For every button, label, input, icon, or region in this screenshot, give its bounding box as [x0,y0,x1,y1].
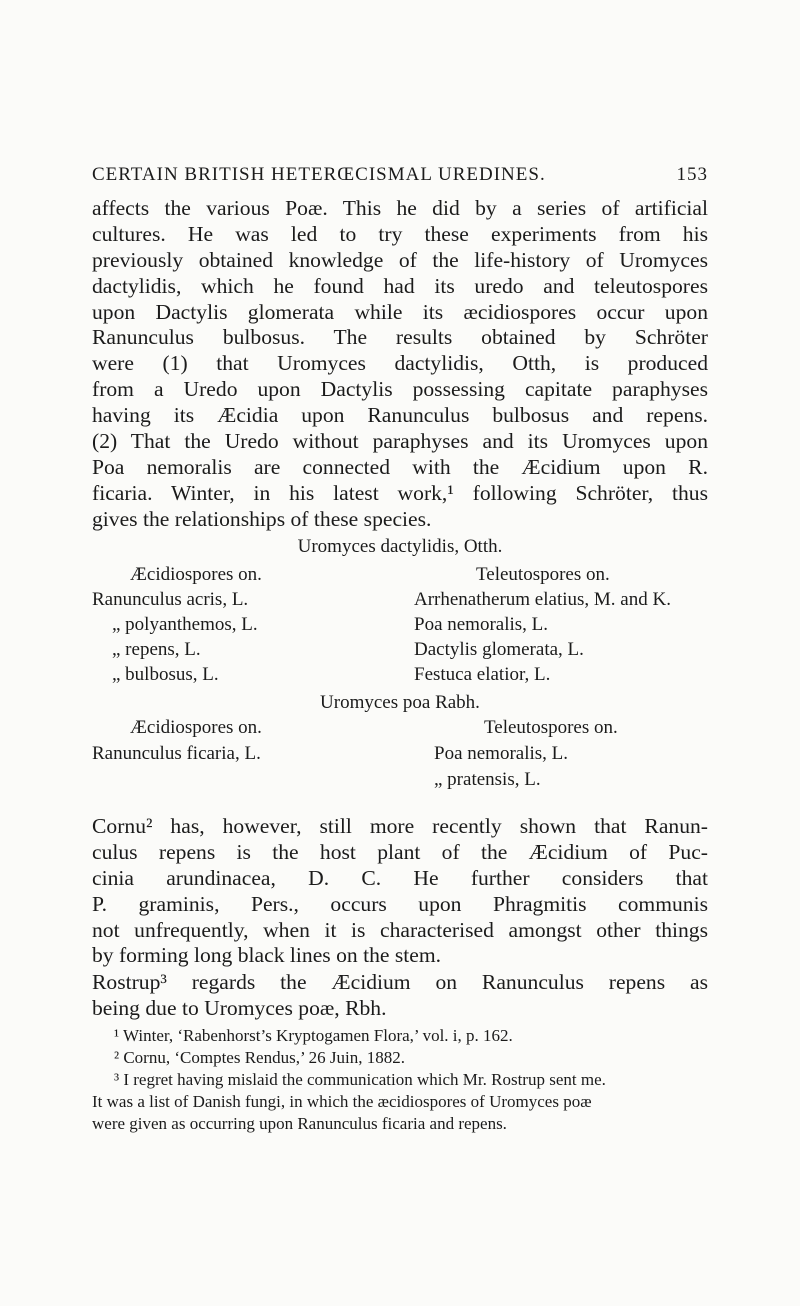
text-line: cultures. He was led to try these experiments from his [92,221,708,246]
footnote-3-continued: were given as occurring upon Ranunculus ficaria and repens. [92,1114,507,1133]
text-line: not unfrequently, when it is characterised amongst other things [92,917,708,942]
text-line: ficaria. Winter, in his latest work,¹ following Schröter, thus [92,480,708,505]
page-number: 153 [676,164,708,185]
host-teleutospores: Poa nemoralis, L. [434,743,569,764]
table-header-row [92,564,708,588]
paragraph-1 [92,196,708,533]
host-aecidiospores: „ polyanthemos, L. [112,614,258,635]
footnote-2: ² Cornu, ‘Comptes Rendus,’ 26 Juin, 1882. [114,1048,405,1067]
text-line: by forming long black lines on the stem. [92,943,442,968]
table-row [92,664,708,688]
text-line: previously obtained knowledge of the life-history of Uromyces [92,247,708,272]
running-head-title: CERTAIN BRITISH HETERŒCISMAL UREDINES. [92,164,546,185]
text-line: Rostrup³ regards the Æcidium on Ranunculus repens as [92,970,708,994]
text-line: P. graminis, Pers., occurs upon Phragmitis communis [92,891,708,916]
text-line: gives the relationships of these species. [92,506,432,531]
host-aecidiospores: „ repens, L. [112,639,201,660]
text-line: culus repens is the host plant of the Æcidium of Puc- [92,839,708,864]
table-title: Uromyces poa Rabh. [320,692,480,713]
table-row [92,743,708,767]
table-row [92,769,708,793]
host-teleutospores: „ pratensis, L. [434,769,541,790]
column-header-aecidiospores: Æcidiospores on. [130,717,262,738]
text-line: cinia arundinacea, D. C. He further considers that [92,865,708,890]
text-line: from a Uredo upon Dactylis possessing capitate paraphyses [92,377,708,402]
host-aecidiospores: Ranunculus acris, L. [92,589,249,610]
text-line: Cornu² has, however, still more recently shown that Ranun- [92,814,708,838]
table-row [92,589,708,613]
text-line: dactylidis, which he found had its uredo and teleutospores [92,273,708,298]
text-line: (2) That the Uredo without paraphyses and its Uromyces upon [92,429,708,454]
table-title: Uromyces dactylidis, Otth. [297,536,503,557]
column-header-teleutospores: Teleutospores on. [476,564,610,585]
host-teleutospores: Festuca elatior, L. [414,664,551,685]
host-aecidiospores: Ranunculus ficaria, L. [92,743,261,764]
text-line: affects the various Poæ. This he did by a series of artificial [92,196,708,220]
text-line: Poa nemoralis are connected with the Æcidium upon R. [92,454,708,479]
host-aecidiospores: „ bulbosus, L. [112,664,219,685]
text-line: having its Æcidia upon Ranunculus bulbosus and repens. [92,403,708,428]
text-line: upon Dactylis glomerata while its æcidiospores occur upon [92,299,708,324]
footnote-1: ¹ Winter, ‘Rabenhorst’s Kryptogamen Flora,’ vol. i, p. 162. [114,1026,513,1045]
column-header-teleutospores: Teleutospores on. [484,717,618,738]
host-teleutospores: Dactylis glomerata, L. [414,639,584,660]
footnote-3: ³ I regret having mislaid the communication which Mr. Rostrup sent me. [114,1070,606,1089]
table-row [92,614,708,638]
column-header-aecidiospores: Æcidiospores on. [130,564,262,585]
host-teleutospores: Poa nemoralis, L. [414,614,549,635]
footnote-3-continued: It was a list of Danish fungi, in which the æcidiospores of Uromyces poæ [92,1092,592,1111]
paragraph-3 [92,970,708,1022]
text-line: being due to Uromyces poæ, Rbh. [92,995,387,1020]
table-header-row [92,717,708,741]
table-row [92,639,708,663]
host-teleutospores: Arrhenatherum elatius, M. and K. [414,589,671,610]
footnotes [92,1025,708,1135]
text-line: Ranunculus bulbosus. The results obtained by Schröter [92,325,708,350]
text-line: were (1) that Uromyces dactylidis, Otth, is produced [92,351,708,376]
paragraph-2 [92,814,708,969]
